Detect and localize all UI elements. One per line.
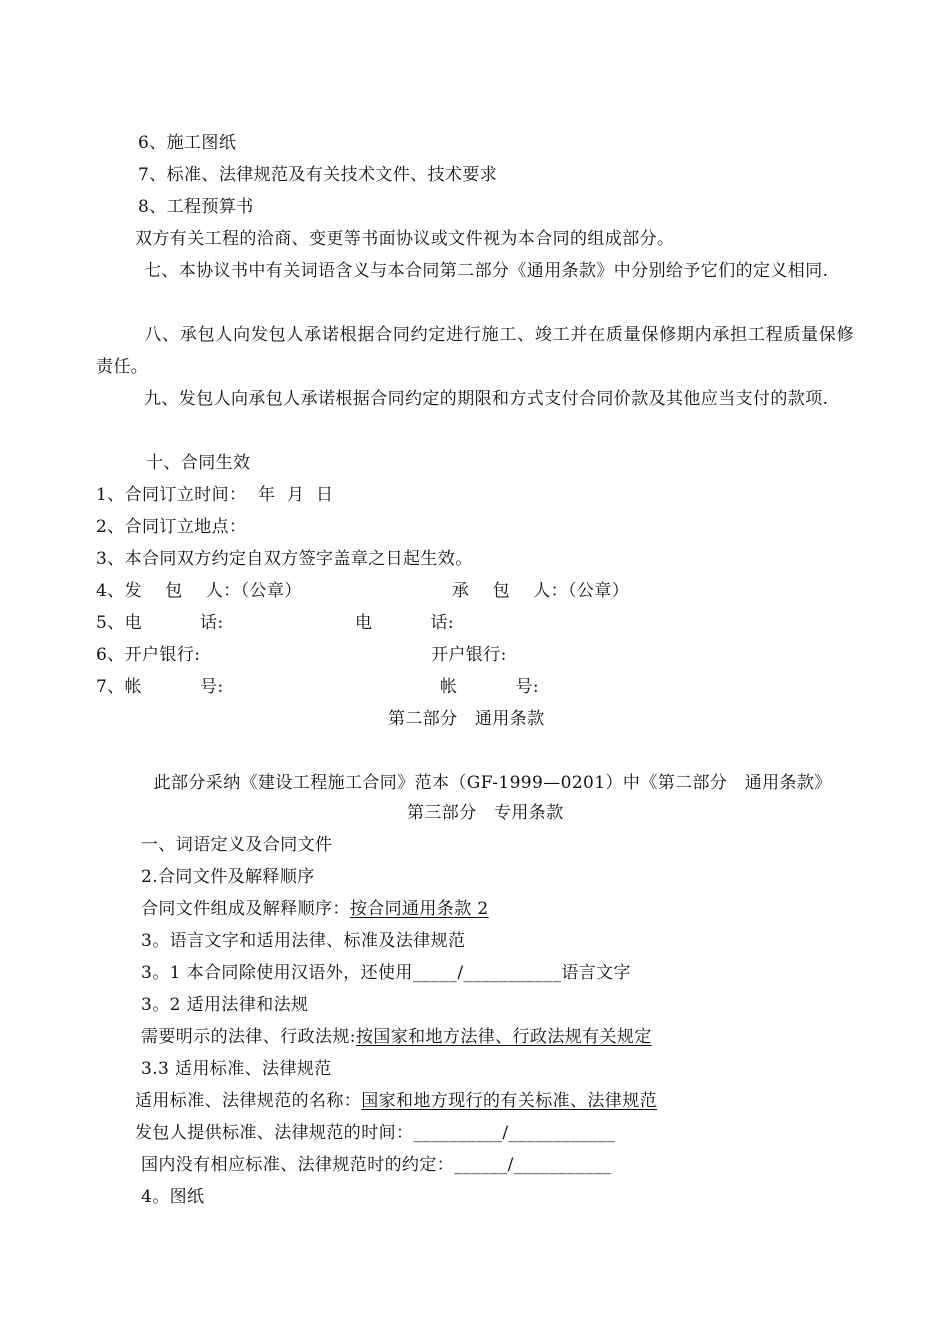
- section-4: 4。图纸: [141, 1187, 205, 1207]
- supplement-clause: 双方有关工程的洽商、变更等书面协议或文件视为本合同的组成部分。: [135, 229, 675, 249]
- section-3-3-standards: 适用标准、法律规范的名称：国家和地方现行的有关标准、法律规范: [135, 1091, 658, 1111]
- clause-10-title: 十、合同生效: [146, 453, 251, 473]
- section-2: 2.合同文件及解释顺序: [141, 867, 315, 887]
- section-3-2-laws: 需要明示的法律、行政法规:按国家和地方法律、行政法规有关规定: [141, 1027, 652, 1047]
- section-3: 3。语言文字和适用法律、标准及法律规范: [141, 931, 466, 951]
- section-3-2: 3。2 适用法律和法规: [141, 995, 309, 1015]
- section-3-3-time: 发包人提供标准、法律规范的时间：__________/____________: [135, 1123, 616, 1143]
- contractor-phone: 电 话:: [355, 613, 454, 633]
- contractor-seal: 承 包 人：（公章）: [452, 581, 630, 601]
- part2-title: 第二部分 通用条款: [388, 709, 545, 729]
- employer-bank: 6、开户银行:: [96, 645, 201, 665]
- part3-title: 第三部分 专用条款: [407, 803, 564, 823]
- employer-seal: 4、发 包 人：（公章）: [96, 581, 302, 601]
- section-2-order: 合同文件组成及解释顺序：按合同通用条款 2: [141, 899, 489, 919]
- list-item: 6、施工图纸: [138, 133, 237, 153]
- employer-account: 7、帐 号:: [96, 677, 224, 697]
- section-3-3-none: 国内没有相应标准、法律规范时的约定：______/___________: [141, 1155, 612, 1175]
- employer-phone: 5、电 话:: [96, 613, 224, 633]
- clause-8: 八、承包人向发包人承诺根据合同约定进行施工、竣工并在质量保修期内承担工程质量保修责任。: [96, 325, 854, 377]
- signing-place: 2、合同订立地点：: [96, 517, 247, 537]
- list-item: 8、工程预算书: [138, 197, 254, 217]
- section-3-3: 3.3 适用标准、法律规范: [141, 1059, 332, 1079]
- list-item: 7、标准、法律规范及有关技术文件、技术要求: [138, 165, 498, 185]
- signing-time: 1、合同订立时间： 年 月 日: [96, 485, 334, 505]
- contractor-bank: 开户银行:: [431, 645, 507, 665]
- section-3-1: 3。1 本合同除使用汉语外，还使用_____/___________语言文字: [141, 963, 631, 983]
- effective-clause: 3、本合同双方约定自双方签字盖章之日起生效。: [96, 549, 473, 569]
- part2-description: 此部分采纳《建设工程施工合同》范本（GF-1999—0201）中《第二部分 通用条款》: [153, 773, 832, 793]
- clause-7: 七、本协议书中有关词语含义与本合同第二部分《通用条款》中分别给予它们的定义相同.: [144, 261, 829, 281]
- contractor-account: 帐 号:: [440, 677, 539, 697]
- section-1: 一、词语定义及合同文件: [141, 835, 333, 855]
- clause-9: 九、发包人向承包人承诺根据合同约定的期限和方式支付合同价款及其他应当支付的款项.: [144, 389, 829, 409]
